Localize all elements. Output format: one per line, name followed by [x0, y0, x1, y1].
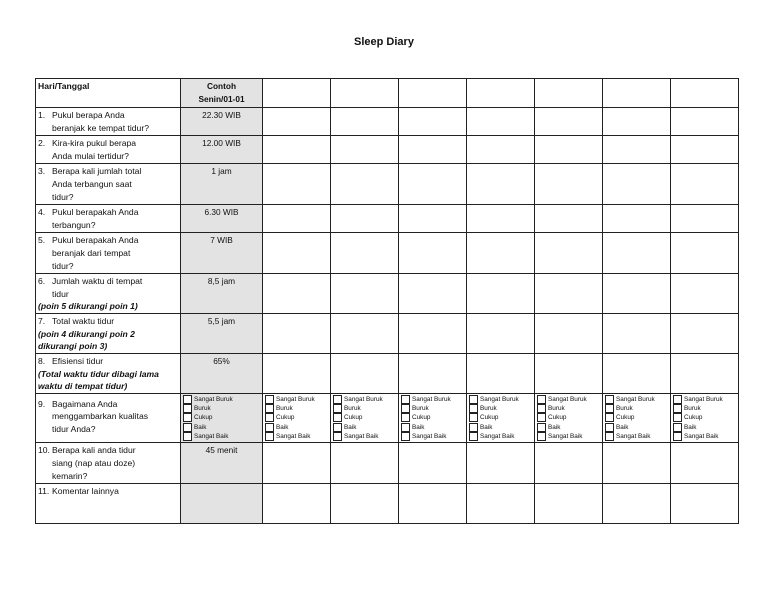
rating-option — [183, 413, 260, 422]
question-text: Total waktu tidur — [52, 316, 115, 327]
question-text: Pukul berapakah Anda — [52, 207, 139, 218]
entry-cell[interactable] — [671, 314, 739, 354]
entry-cell[interactable] — [603, 233, 671, 274]
rating-checkbox[interactable] — [537, 423, 546, 432]
entry-cell[interactable] — [535, 274, 603, 314]
table-row — [36, 443, 739, 484]
rating-option — [401, 404, 464, 413]
entry-cell[interactable] — [263, 233, 331, 274]
entry-cell[interactable] — [467, 484, 535, 524]
question-note: (poin 5 dikurangi poin 1) — [38, 301, 138, 312]
rating-option — [673, 432, 736, 441]
entry-cell[interactable] — [331, 136, 399, 164]
rating-option — [183, 432, 260, 441]
question-number: 6. — [38, 276, 46, 287]
rating-cell — [181, 393, 263, 443]
entry-cell[interactable] — [603, 443, 671, 484]
question-text: Berapa kali anda tidur — [52, 445, 136, 456]
rating-option — [605, 404, 668, 413]
question-number: 3. — [38, 166, 46, 177]
question-number: 10. — [38, 445, 50, 456]
table-row — [36, 164, 739, 205]
question-number: 7. — [38, 316, 46, 327]
rating-checkbox[interactable] — [183, 432, 192, 441]
question-text: Anda mulai tertidur? — [52, 150, 129, 161]
question-text: tidur? — [52, 191, 74, 202]
entry-cell[interactable] — [263, 205, 331, 233]
entry-cell[interactable] — [399, 108, 467, 136]
entry-cell[interactable] — [671, 164, 739, 205]
rating-option — [183, 404, 260, 413]
rating-option-label: Sangat Baik — [548, 433, 583, 441]
rating-checkbox[interactable] — [469, 432, 478, 441]
rating-option-label: Baik — [412, 423, 425, 431]
question-note: (Total waktu tidur dibagi lama — [38, 368, 159, 379]
day-column-header[interactable] — [603, 79, 671, 108]
question-cell — [36, 274, 181, 314]
rating-checkbox[interactable] — [537, 404, 546, 413]
rating-option-label: Sangat Buruk — [194, 395, 233, 403]
rating-option — [333, 432, 396, 441]
rating-checkbox[interactable] — [265, 432, 274, 441]
rating-option — [673, 395, 736, 404]
table-row — [36, 393, 739, 443]
rating-option — [265, 432, 328, 441]
rating-option-label: Baik — [344, 423, 357, 431]
rating-option-label: Baik — [480, 423, 493, 431]
question-number: 1. — [38, 110, 46, 120]
rating-option — [333, 404, 396, 413]
day-column-header[interactable] — [535, 79, 603, 108]
entry-cell[interactable] — [399, 353, 467, 393]
entry-cell[interactable] — [603, 136, 671, 164]
table-row — [36, 205, 739, 233]
rating-option — [469, 413, 532, 422]
rating-option-label: Baik — [276, 423, 289, 431]
question-text: Efisiensi tidur — [52, 355, 104, 366]
rating-checkbox[interactable] — [333, 404, 342, 413]
rating-option — [401, 423, 464, 432]
rating-option-label: Buruk — [412, 405, 429, 413]
entry-cell[interactable] — [263, 274, 331, 314]
question-text: tidur Anda? — [52, 423, 96, 434]
question-number: 11. — [38, 486, 50, 497]
entry-cell[interactable] — [535, 164, 603, 205]
day-column-header[interactable] — [263, 79, 331, 108]
rating-option-label: Cukup — [412, 414, 431, 422]
entry-cell[interactable] — [467, 353, 535, 393]
rating-checkbox[interactable] — [183, 423, 192, 432]
rating-option — [469, 395, 532, 404]
example-value: 12.00 WIB — [181, 136, 263, 164]
entry-cell[interactable] — [263, 136, 331, 164]
entry-cell[interactable] — [467, 233, 535, 274]
question-cell — [36, 108, 181, 136]
rating-option-label: Buruk — [684, 405, 701, 413]
example-value: 45 menit — [181, 443, 263, 484]
table-row — [36, 353, 739, 393]
entry-cell[interactable] — [263, 314, 331, 354]
question-cell — [36, 233, 181, 274]
rating-option — [605, 395, 668, 404]
question-text: Komentar lainnya — [52, 486, 119, 497]
table-row — [36, 136, 739, 164]
question-cell — [36, 164, 181, 205]
entry-cell[interactable] — [331, 233, 399, 274]
rating-checkbox[interactable] — [673, 395, 682, 404]
entry-cell[interactable] — [467, 314, 535, 354]
rating-checkbox[interactable] — [265, 404, 274, 413]
table-row — [36, 314, 739, 354]
rating-option-label: Sangat Baik — [616, 433, 651, 441]
question-text: Jumlah waktu di tempat — [52, 276, 143, 287]
entry-cell[interactable] — [535, 353, 603, 393]
entry-cell[interactable] — [535, 314, 603, 354]
rating-option-label: Baik — [194, 423, 207, 431]
rating-option-label: Baik — [616, 423, 629, 431]
rating-cell — [671, 393, 739, 443]
entry-cell[interactable] — [603, 484, 671, 524]
rating-checkbox[interactable] — [537, 395, 546, 404]
rating-option-label: Sangat Buruk — [616, 395, 655, 403]
sleep-diary-table — [35, 78, 739, 524]
question-note: waktu di tempat tidur) — [38, 380, 128, 391]
question-text: terbangun? — [52, 219, 96, 230]
example-value: 6.30 WIB — [181, 205, 263, 233]
question-number: 8. — [38, 355, 46, 366]
rating-checkbox[interactable] — [537, 432, 546, 441]
rating-option-label: Buruk — [344, 405, 361, 413]
question-number: 5. — [38, 235, 46, 246]
entry-cell[interactable] — [467, 136, 535, 164]
question-text: tidur — [52, 288, 69, 299]
rating-checkbox[interactable] — [265, 413, 274, 422]
rating-checkbox[interactable] — [333, 423, 342, 432]
rating-option — [469, 432, 532, 441]
rating-checkbox[interactable] — [673, 413, 682, 422]
rating-option — [333, 395, 396, 404]
example-value: 1 jam — [181, 164, 263, 205]
rating-option — [537, 404, 600, 413]
rating-checkbox[interactable] — [605, 423, 614, 432]
rating-option — [605, 413, 668, 422]
rating-option — [183, 423, 260, 432]
rating-option — [537, 413, 600, 422]
question-text: Berapa kali jumlah total — [52, 166, 142, 177]
question-cell — [36, 353, 181, 393]
entry-cell[interactable] — [671, 136, 739, 164]
rating-checkbox[interactable] — [401, 395, 410, 404]
entry-cell[interactable] — [535, 108, 603, 136]
rating-checkbox[interactable] — [605, 395, 614, 404]
entry-cell[interactable] — [467, 164, 535, 205]
table-row — [36, 233, 739, 274]
entry-cell[interactable] — [467, 205, 535, 233]
day-column-header[interactable] — [671, 79, 739, 108]
table-row — [36, 274, 739, 314]
example-value: 7 WIB — [181, 233, 263, 274]
rating-checkbox[interactable] — [605, 432, 614, 441]
entry-cell[interactable] — [331, 108, 399, 136]
rating-option — [673, 423, 736, 432]
entry-cell[interactable] — [399, 136, 467, 164]
table-row — [36, 484, 739, 524]
entry-cell[interactable] — [331, 164, 399, 205]
rating-option — [265, 423, 328, 432]
rating-option — [469, 423, 532, 432]
rating-option — [673, 404, 736, 413]
rating-checkbox[interactable] — [605, 404, 614, 413]
rating-option — [469, 404, 532, 413]
rating-cell — [263, 393, 331, 443]
entry-cell[interactable] — [535, 484, 603, 524]
rating-option-label: Sangat Buruk — [684, 395, 723, 403]
rating-checkbox[interactable] — [469, 395, 478, 404]
rating-option-label: Sangat Baik — [684, 433, 719, 441]
rating-option-label: Sangat Buruk — [412, 395, 451, 403]
rating-option-label: Sangat Baik — [480, 433, 515, 441]
day-column-header[interactable] — [331, 79, 399, 108]
entry-cell[interactable] — [263, 484, 331, 524]
entry-cell[interactable] — [399, 164, 467, 205]
rating-option — [333, 423, 396, 432]
question-number: 9. — [38, 398, 46, 409]
rating-option-label: Sangat Buruk — [276, 395, 315, 403]
entry-cell[interactable] — [399, 314, 467, 354]
question-text: Pukul berapakah Anda — [52, 235, 139, 246]
rating-cell — [535, 393, 603, 443]
rating-checkbox[interactable] — [673, 404, 682, 413]
rating-checkbox[interactable] — [333, 395, 342, 404]
entry-cell[interactable] — [331, 205, 399, 233]
rating-checkbox[interactable] — [333, 432, 342, 441]
entry-cell[interactable] — [331, 484, 399, 524]
rating-option-label: Cukup — [548, 414, 567, 422]
rating-checkbox[interactable] — [265, 395, 274, 404]
rating-cell — [467, 393, 535, 443]
example-header-line2: Senin/01-01 — [198, 94, 245, 104]
page-title: Sleep Diary — [354, 36, 414, 48]
entry-cell[interactable] — [671, 353, 739, 393]
rating-checkbox[interactable] — [333, 413, 342, 422]
example-header — [181, 79, 263, 108]
header-row — [36, 79, 739, 108]
table-row — [36, 108, 739, 136]
question-number: 4. — [38, 207, 46, 218]
entry-cell[interactable] — [399, 205, 467, 233]
rating-checkbox[interactable] — [401, 413, 410, 422]
entry-cell[interactable] — [535, 205, 603, 233]
question-text: Anda terbangun saat — [52, 178, 132, 189]
entry-cell[interactable] — [603, 353, 671, 393]
rating-option-label: Buruk — [548, 405, 565, 413]
question-cell — [36, 393, 181, 443]
rating-option — [183, 395, 260, 404]
rating-option-label: Sangat Baik — [412, 433, 447, 441]
question-text: kemarin? — [52, 470, 88, 481]
question-note: (poin 4 dikurangi poin 2 — [38, 328, 135, 339]
entry-cell[interactable] — [263, 164, 331, 205]
question-cell — [36, 314, 181, 354]
question-text: Bagaimana Anda — [52, 398, 118, 409]
rating-option-label: Cukup — [616, 414, 635, 422]
entry-cell[interactable] — [467, 108, 535, 136]
example-value: 22.30 WIB — [181, 108, 263, 136]
rating-option-label: Sangat Baik — [344, 433, 379, 441]
rating-option — [265, 404, 328, 413]
entry-cell[interactable] — [331, 443, 399, 484]
rating-option-label: Baik — [548, 423, 561, 431]
rating-option-label: Sangat Buruk — [480, 395, 519, 403]
rating-option-label: Sangat Buruk — [344, 395, 383, 403]
entry-cell[interactable] — [535, 136, 603, 164]
rating-option-label: Buruk — [276, 405, 293, 413]
entry-cell[interactable] — [603, 314, 671, 354]
example-value — [181, 484, 263, 524]
example-header-line1: Contoh — [206, 81, 237, 91]
rating-option-label: Cukup — [194, 414, 213, 422]
example-value: 5,5 jam — [181, 314, 263, 354]
entry-cell[interactable] — [671, 274, 739, 314]
rating-checkbox[interactable] — [401, 432, 410, 441]
rating-checkbox[interactable] — [183, 413, 192, 422]
rating-cell — [399, 393, 467, 443]
question-text: Kira-kira pukul berapa — [52, 138, 137, 149]
entry-cell[interactable] — [603, 108, 671, 136]
rating-option-label: Sangat Baik — [276, 433, 311, 441]
rating-option-label: Sangat Baik — [194, 433, 229, 441]
question-text: siang (nap atau doze) — [52, 458, 136, 469]
question-cell — [36, 484, 181, 524]
question-text: beranjak dari tempat — [52, 247, 131, 258]
rating-option — [537, 432, 600, 441]
rating-option-label: Cukup — [344, 414, 363, 422]
rating-option-label: Cukup — [684, 414, 703, 422]
rating-checkbox[interactable] — [673, 432, 682, 441]
rating-option — [401, 413, 464, 422]
question-text: menggambarkan kualitas — [52, 411, 149, 422]
question-text: tidur? — [52, 260, 74, 271]
entry-cell[interactable] — [603, 205, 671, 233]
example-value: 8,5 jam — [181, 274, 263, 314]
entry-cell[interactable] — [331, 314, 399, 354]
rating-option-label: Cukup — [480, 414, 499, 422]
rating-option-label: Buruk — [616, 405, 633, 413]
rating-checkbox[interactable] — [537, 413, 546, 422]
entry-cell[interactable] — [467, 274, 535, 314]
entry-cell[interactable] — [671, 233, 739, 274]
entry-cell[interactable] — [331, 274, 399, 314]
rating-option — [401, 432, 464, 441]
example-value: 65% — [181, 353, 263, 393]
question-cell — [36, 205, 181, 233]
rating-option — [537, 423, 600, 432]
rating-option — [537, 395, 600, 404]
rating-checkbox[interactable] — [469, 404, 478, 413]
rating-checkbox[interactable] — [469, 413, 478, 422]
rating-option-label: Buruk — [194, 405, 211, 413]
entry-cell[interactable] — [671, 205, 739, 233]
entry-cell[interactable] — [399, 484, 467, 524]
rating-option — [673, 413, 736, 422]
entry-cell[interactable] — [399, 274, 467, 314]
rating-option — [605, 432, 668, 441]
question-text: Pukul berapa Anda — [52, 110, 125, 120]
entry-cell[interactable] — [535, 233, 603, 274]
entry-cell[interactable] — [535, 443, 603, 484]
entry-cell[interactable] — [263, 108, 331, 136]
rating-option-label: Cukup — [276, 414, 295, 422]
entry-cell[interactable] — [467, 443, 535, 484]
rating-cell — [603, 393, 671, 443]
entry-cell[interactable] — [263, 443, 331, 484]
rating-option-label: Buruk — [480, 405, 497, 413]
entry-cell[interactable] — [263, 353, 331, 393]
rating-checkbox[interactable] — [265, 423, 274, 432]
rating-checkbox[interactable] — [401, 404, 410, 413]
entry-cell[interactable] — [671, 443, 739, 484]
rating-option — [265, 413, 328, 422]
rating-option — [333, 413, 396, 422]
rating-checkbox[interactable] — [605, 413, 614, 422]
day-column-header[interactable] — [399, 79, 467, 108]
question-cell — [36, 443, 181, 484]
rating-option — [605, 423, 668, 432]
entry-cell[interactable] — [603, 274, 671, 314]
entry-cell[interactable] — [331, 353, 399, 393]
rating-checkbox[interactable] — [183, 404, 192, 413]
rating-option-label: Baik — [684, 423, 697, 431]
rating-cell — [331, 393, 399, 443]
rating-checkbox[interactable] — [469, 423, 478, 432]
question-note: dikurangi poin 3) — [38, 340, 108, 351]
rating-checkbox[interactable] — [673, 423, 682, 432]
rating-option — [265, 395, 328, 404]
rating-checkbox[interactable] — [183, 395, 192, 404]
day-column-header[interactable] — [467, 79, 535, 108]
question-number: 2. — [38, 138, 46, 149]
date-header-label: Hari/Tanggal — [36, 79, 181, 108]
question-text: beranjak ke tempat tidur? — [52, 122, 149, 133]
rating-option-label: Sangat Buruk — [548, 395, 587, 403]
entry-cell[interactable] — [399, 233, 467, 274]
entry-cell[interactable] — [603, 164, 671, 205]
question-cell — [36, 136, 181, 164]
entry-cell[interactable] — [671, 484, 739, 524]
rating-option — [401, 395, 464, 404]
entry-cell[interactable] — [671, 108, 739, 136]
rating-checkbox[interactable] — [401, 423, 410, 432]
entry-cell[interactable] — [399, 443, 467, 484]
